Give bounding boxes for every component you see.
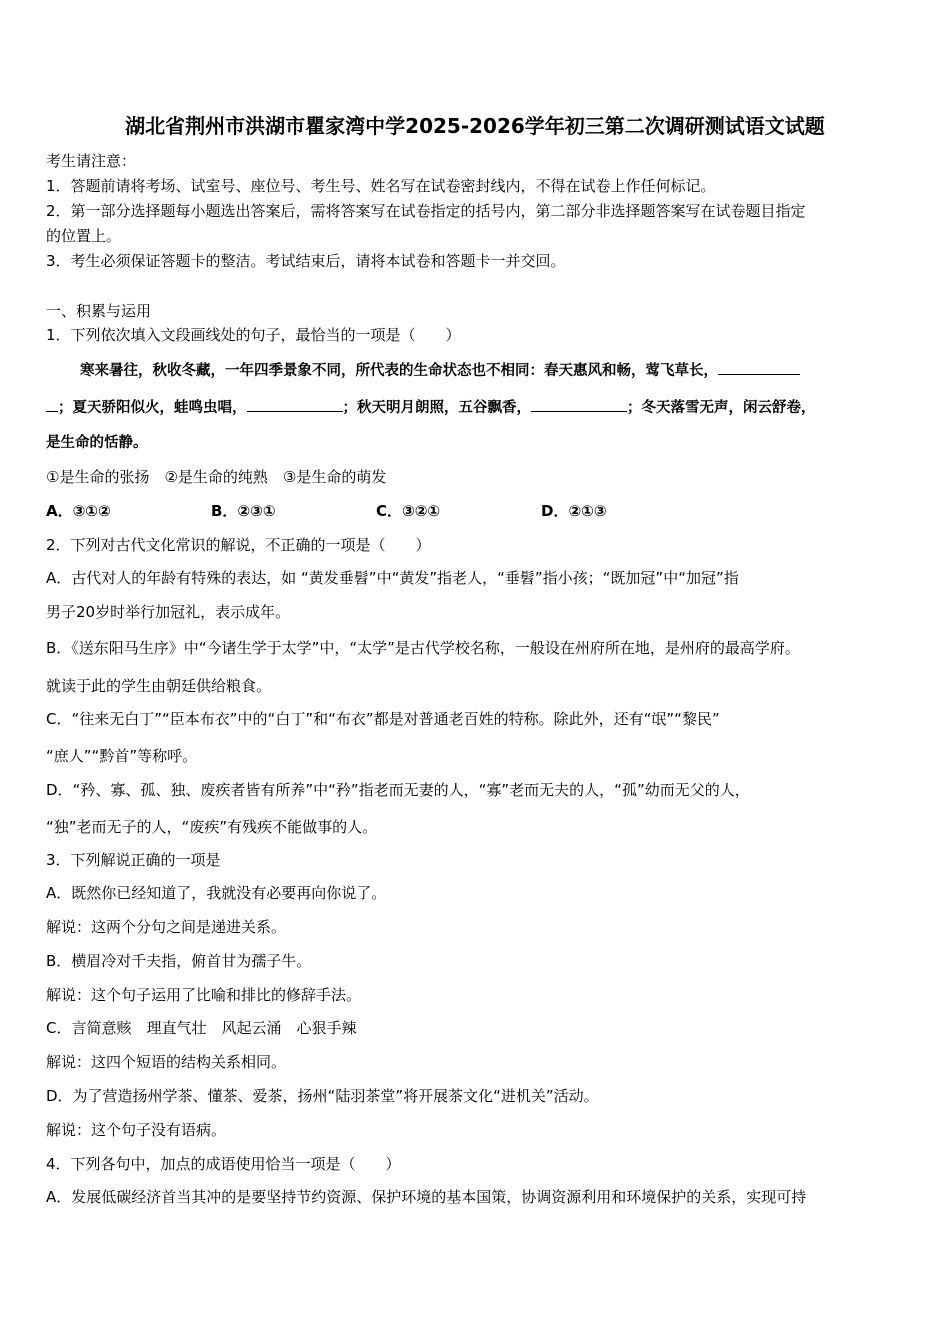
notice-item: 3．考生必须保证答题卡的整洁。考试结束后，请将本试卷和答题卡一并交回。: [46, 252, 566, 270]
fill-blank: [46, 396, 58, 412]
fill-blank: [531, 396, 627, 412]
q3-line: 解说：这个句子运用了比喻和排比的修辞手法。: [46, 986, 362, 1004]
notice-item: 1．答题前请将考场、试室号、座位号、考生号、姓名写在试卷密封线内，不得在试卷上作任何标记。: [46, 177, 716, 195]
q1-passage-line: [46, 396, 816, 418]
question-1-stem: 1．下列依次填入文段画线处的句子，最恰当的一项是（ ）: [46, 326, 461, 344]
q1-options: [46, 501, 706, 521]
question-4-stem: 4．下列各句中，加点的成语使用恰当一项是（ ）: [46, 1155, 401, 1173]
q2-line: “庶人”“黔首”等称呼。: [46, 747, 198, 765]
q1-passage-text: 寒来暑往，秋收冬藏，一年四季景象不同，所代表的生命状态也不相同：春天惠风和畅，莺飞草长，: [80, 362, 718, 379]
option-c: C．③②①: [376, 502, 441, 520]
q3-line: 解说：这四个短语的结构关系相同。: [46, 1053, 287, 1071]
page-title: 湖北省荆州市洪湖市瞿家湾中学2025-2026学年初三第二次调研测试语文试题: [125, 114, 825, 138]
q1-passage-text: ；冬天落雪无声，闲云舒卷，: [627, 399, 816, 416]
fill-blank: [718, 359, 800, 375]
q2-line: 就读于此的学生由朝廷供给粮食。: [46, 677, 272, 695]
q1-passage-text: ；夏天骄阳似火，蛙鸣虫唱，: [58, 399, 247, 416]
q2-line: 男子20岁时举行加冠礼，表示成年。: [46, 603, 291, 621]
q2-line: B．《送东阳马生序》中“今诸生学于太学”中，“太学”是古代学校名称，一般设在州府所在地，是州府的最高学府。: [46, 639, 800, 657]
q3-line: 解说：这两个分句之间是递进关系。: [46, 918, 287, 936]
q3-line: C．言简意赅 理直气壮 风起云涌 心狠手辣: [46, 1019, 357, 1037]
q2-line: A．古代对人的年龄有特殊的表达，如 “黄发垂髫”中“黄发”指老人，“垂髫”指小孩；“既加冠”中“加冠”指: [46, 569, 739, 587]
section-heading: 一、积累与运用: [46, 302, 152, 320]
q1-choices: ①是生命的张扬 ②是生命的纯熟 ③是生命的萌发: [46, 468, 387, 486]
q2-line: D．“矜、寡、孤、独、废疾者皆有所养”中“矜”指老而无妻的人，“寡”老而无夫的人，“孤”幼而无父的人，: [46, 781, 750, 799]
q3-line: A．既然你已经知道了，我就没有必要再向你说了。: [46, 884, 387, 902]
option-b: B．②③①: [211, 502, 276, 520]
q2-line: C．“往来无白丁”“臣本布衣”中的“白丁”和“布衣”都是对普通老百姓的特称。除此外，还有“氓”“黎民”: [46, 710, 720, 728]
option-d: D．②①③: [541, 502, 607, 520]
notice-heading: 考生请注意：: [46, 152, 137, 170]
notice-item: 2．第一部分选择题每小题选出答案后，需将答案写在试卷指定的括号内，第二部分非选择题答案写在试卷题目指定: [46, 202, 806, 220]
q1-passage-text: ；秋天明月朗照，五谷飘香，: [342, 399, 531, 416]
option-a: A．③①②: [46, 502, 111, 520]
q3-line: D．为了营造扬州学茶、懂茶、爱茶，扬州“陆羽茶堂”将开展茶文化“进机关”活动。: [46, 1087, 599, 1105]
question-2-stem: 2．下列对古代文化常识的解说，不正确的一项是（ ）: [46, 536, 431, 554]
fill-blank: [247, 396, 343, 412]
q3-line: 解说：这个句子没有语病。: [46, 1121, 227, 1139]
q3-line: B．横眉冷对千夫指，俯首甘为孺子牛。: [46, 952, 312, 970]
question-3-stem: 3．下列解说正确的一项是: [46, 851, 221, 869]
q4-line: A．发展低碳经济首当其冲的是要坚持节约资源、保护环境的基本国策，协调资源利用和环境保护的关系，实现可持: [46, 1188, 807, 1206]
q1-passage-text: 是生命的恬静。: [46, 434, 148, 451]
q2-line: “独”老而无子的人，“废疾”有残疾不能做事的人。: [46, 818, 378, 836]
notice-item: 的位置上。: [46, 227, 122, 245]
q1-passage-line: [80, 359, 800, 381]
